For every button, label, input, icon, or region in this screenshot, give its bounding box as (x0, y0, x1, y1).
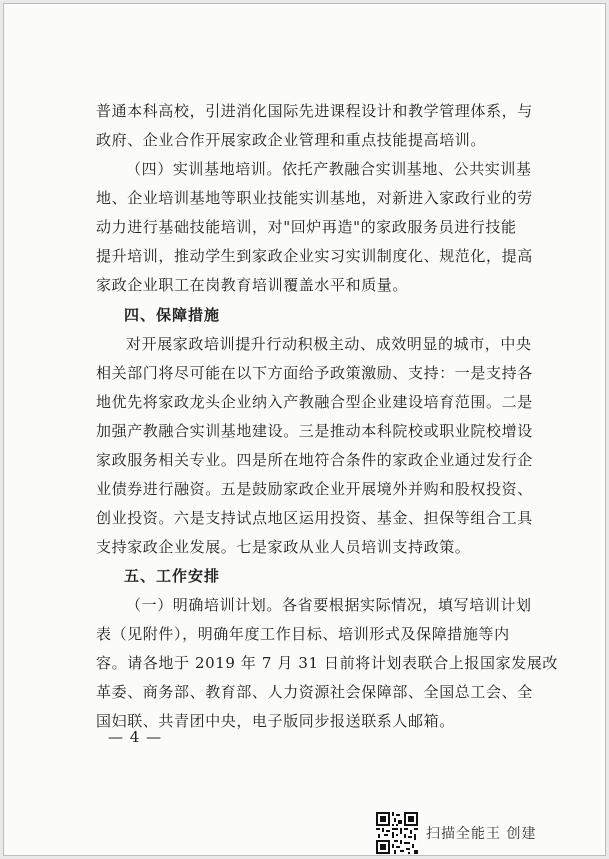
text-line: 业债券进行融资。五是鼓励家政企业开展境外并购和股权投资、 (96, 480, 533, 498)
text-line: 加强产教融合实训基地建设。三是推动本科院校或职业院校增设 (96, 422, 533, 440)
text-line: 支持家政企业发展。七是家政从业人员培训支持政策。 (96, 538, 471, 556)
text-line: 革委、商务部、教育部、人力资源社会保障部、全国总工会、全 (96, 683, 533, 701)
text-line: 普通本科高校，引进消化国际先进课程设计和教学管理体系，与 (96, 102, 533, 120)
text-line: 对开展家政培训提升行动积极主动、成效明显的城市，中央 (126, 335, 532, 353)
text-line: 国妇联、共青团中央，电子版同步报送联系人邮箱。 (96, 712, 455, 730)
text-line: 相关部门将尽可能在以下方面给予政策激励、支持：一是支持各 (96, 364, 533, 382)
scanner-watermark (376, 812, 536, 854)
text-line: 家政服务相关专业。四是所在地符合条件的家政企业通过发行企 (96, 451, 533, 469)
page-number: — 4 — (108, 728, 163, 746)
section-heading: 五、工作安排 (124, 567, 221, 585)
text-line: 创业投资。六是支持试点地区运用投资、基金、担保等组合工具 (96, 509, 533, 527)
text-line: 家政企业职工在岗教育培训覆盖水平和质量。 (96, 276, 409, 294)
text-line: （四）实训基地培训。依托产教融合实训基地、公共实训基 (126, 160, 532, 178)
text-line: 地优先将家政龙头企业纳入产教融合型企业建设培育范围。二是 (96, 393, 533, 411)
text-line: 政府、企业合作开展家政企业管理和重点技能提高培训。 (96, 131, 487, 149)
text-line: 动力进行基础技能培训，对"回炉再造"的家政服务员进行技能 (96, 218, 517, 236)
text-line: （一）明确培训计划。各省要根据实际情况，填写培训计划 (126, 596, 532, 614)
text-line: 容。请各地于 2019 年 7 月 31 日前将计划表联合上报国家发展改 (96, 654, 559, 672)
document-page (3, 3, 606, 856)
section-heading: 四、保障措施 (124, 306, 221, 324)
text-line: 地、企业培训基地等职业技能实训基地，对新进入家政行业的劳 (96, 189, 533, 207)
text-line: 提升培训，推动学生到家政企业实习实训制度化、规范化，提高 (96, 247, 533, 265)
qr-code-icon (376, 812, 418, 854)
scanner-label: 扫描全能王 创建 (426, 826, 537, 842)
text-line: 表（见附件），明确年度工作目标、培训形式及保障措施等内 (96, 625, 510, 643)
